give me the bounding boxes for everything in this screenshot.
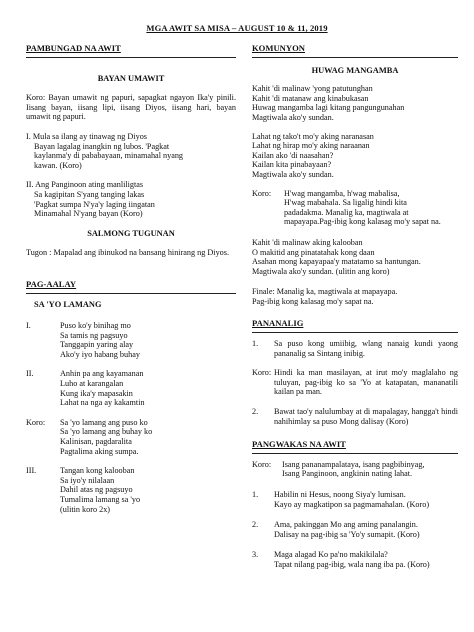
verse-line: Tanggapin yaring alay bbox=[60, 340, 134, 350]
verse-line: O makitid ang pinatatahak kong daan bbox=[252, 247, 375, 257]
item-label: 2. bbox=[252, 407, 259, 417]
item-text: Bawat tao'y nalulumbay at di mapalagay, hangga't hindi nahihimlay sa puso Mong dalisay (Koro) bbox=[274, 407, 458, 426]
faith-item-2 bbox=[252, 407, 458, 426]
verse-line: Pag-ibig kong kalasag mo'y sapat na. bbox=[252, 296, 374, 306]
verse-line: Kahit 'di matanaw ang kinabukasan bbox=[252, 93, 369, 103]
verse-line: Tumalima lamang sa 'yo bbox=[60, 495, 141, 504]
verse-line: 'Pagkat sumpa N'ya'y laging iingatan bbox=[34, 199, 155, 209]
verse-line: Anhin pa ang kayamanan bbox=[60, 369, 144, 379]
faith-section bbox=[252, 319, 458, 426]
communion-section bbox=[252, 44, 458, 306]
verse-line: Puso ko'y binihag mo bbox=[60, 321, 131, 331]
offertory-verse-1 bbox=[26, 321, 236, 359]
verse-line: Kalinisan, pagdaralita bbox=[60, 437, 132, 447]
verse-label: I. bbox=[26, 321, 31, 331]
item-label: 3. bbox=[252, 550, 259, 560]
faith-koro bbox=[252, 368, 458, 397]
recessional-item-1 bbox=[252, 490, 458, 509]
item-label: Koro: bbox=[252, 368, 272, 378]
communion-finale bbox=[252, 287, 458, 306]
recessional-section bbox=[252, 440, 458, 569]
item-label: 1. bbox=[252, 490, 259, 499]
recessional-item-2 bbox=[252, 520, 458, 539]
offertory-verse-2 bbox=[26, 369, 236, 407]
offertory-koro bbox=[26, 418, 236, 456]
psalm-section bbox=[26, 229, 236, 258]
entrance-section bbox=[26, 44, 236, 219]
recessional-heading: PANGWAKAS NA AWIT bbox=[252, 439, 346, 450]
verse-line: Kahit 'di malinaw aking kalooban bbox=[252, 237, 363, 247]
koro-label: Koro: bbox=[252, 188, 272, 198]
verse-line: Magtiwala ako'y sundan. (ulitin ang koro) bbox=[252, 266, 390, 276]
entrance-koro: Koro: Bayan umawit ng papuri, sapagkat ngayon Ika'y pinili. Iisang bayan, iisang lipi, iisang Diyos, iisang hari, bayan umawit ng papuri. bbox=[26, 93, 236, 122]
verse-line: Sa 'yo lamang ang buhay ko bbox=[60, 427, 153, 437]
entrance-heading: PAMBUNGAD NA AWIT bbox=[26, 43, 121, 53]
communion-stanza-1 bbox=[252, 84, 458, 122]
verse-line: kaylanma'y di pababayaan, minamahal nyang bbox=[34, 151, 184, 161]
verse-line: Dahil atas ng pagsuyo bbox=[60, 485, 133, 495]
item-label: 2. bbox=[252, 520, 259, 530]
entrance-verse1-head: I. Mula sa ilang ay tinawag ng Diyos bbox=[26, 131, 147, 141]
verse-line: Dalisay na pag-ibig sa 'Yo'y sumapit. (Koro) bbox=[274, 529, 420, 539]
psalm-title: SALMONG TUGUNAN bbox=[87, 228, 175, 238]
verse-line: Minamahal N'yang bayan (Koro) bbox=[34, 209, 143, 219]
verse-line: mapayapa.Pag-ibig kong kalasag mo'y sapat na. bbox=[284, 217, 441, 227]
section-divider bbox=[26, 57, 236, 58]
right-column bbox=[252, 44, 458, 570]
offertory-heading: PAG-AALAY bbox=[26, 278, 77, 289]
communion-heading: KOMUNYON bbox=[252, 43, 305, 53]
page-title: MGA AWIT SA MISA – AUGUST 10 & 11, 2019 bbox=[146, 23, 328, 33]
section-divider bbox=[26, 293, 236, 294]
verse-label: Koro: bbox=[26, 417, 46, 427]
verse-line: Tapat nilang pag-ibig, wala nang iba pa. (Koro) bbox=[274, 559, 430, 569]
verse-line: Kahit 'di malinaw 'yong patutunghan bbox=[252, 84, 373, 94]
communion-song-title: HUWAG MANGAMBA bbox=[311, 65, 399, 75]
verse-line: Habilin ni Hesus, noong Siya'y lumisan. bbox=[274, 490, 406, 499]
entrance-song-title: BAYAN UMAWIT bbox=[97, 73, 165, 83]
verse-line: Tangan kong kalooban bbox=[60, 466, 135, 476]
verse-line: Maga alagad Ko pa'no makikilala? bbox=[274, 550, 388, 560]
verse-line: Sa iyo'y nilalaan bbox=[60, 475, 115, 485]
offertory-section bbox=[26, 280, 236, 514]
offertory-verse-3 bbox=[26, 466, 236, 514]
entrance-verse1 bbox=[26, 142, 236, 171]
verse-line: Kayo ay magkatipon sa pagmamahalan. (Koro) bbox=[274, 499, 430, 509]
verse-line: (ulitin koro 2x) bbox=[60, 504, 111, 514]
verse-line: padadakma. Manalig ka, magtiwala at bbox=[284, 207, 409, 217]
section-divider bbox=[252, 57, 458, 58]
verse-line: Lahat na nga ay kakamtin bbox=[60, 398, 145, 408]
offertory-song-title: SA 'YO LAMANG bbox=[34, 299, 102, 309]
verse-line: Isang Panginoon, angkinin nating lahat. bbox=[282, 469, 413, 479]
faith-heading: PANANALIG bbox=[252, 318, 304, 329]
recessional-item-3 bbox=[252, 550, 458, 569]
communion-koro bbox=[252, 189, 458, 227]
verse-line: Lahat ng hirap mo'y aking naraanan bbox=[252, 141, 370, 151]
verse-line: Magtiwala ako'y sundan. bbox=[252, 112, 334, 122]
recessional-koro bbox=[252, 460, 458, 479]
item-label: 1. bbox=[252, 339, 259, 349]
verse-line: Pagtalima aking sumpa. bbox=[60, 446, 139, 456]
verse-line: Ama, pakinggan Mo ang aming panalangin. bbox=[274, 520, 418, 530]
verse-line: Lahat ng tako't mo'y aking naranasan bbox=[252, 131, 374, 141]
verse-line: Luho at karangalan bbox=[60, 379, 124, 389]
koro-label: Koro: bbox=[252, 459, 272, 469]
verse-line: Sa tamis ng pagsuyo bbox=[60, 330, 128, 340]
verse-line: Asahan mong kapayapaa'y matatamo sa hantungan. bbox=[252, 257, 421, 267]
faith-item-1 bbox=[252, 339, 458, 358]
item-text: Sa puso kong umiibig, wlang nanaig kundi yaong pananalig sa Sintang inibig. bbox=[274, 339, 458, 358]
verse-label: III. bbox=[26, 466, 37, 476]
verse-line: Finale: Manalig ka, magtiwala at mapayapa. bbox=[252, 287, 398, 297]
section-divider bbox=[252, 332, 458, 333]
entrance-verse2-head: II. Ang Panginoon ating manliligtas bbox=[26, 180, 144, 190]
communion-stanza-3 bbox=[252, 238, 458, 276]
verse-line: Kailan kita pinabayaan? bbox=[252, 160, 332, 170]
verse-label: II. bbox=[26, 369, 34, 379]
entrance-verse2 bbox=[26, 190, 236, 219]
psalm-response: Tugon : Mapalad ang ibinukod na bansang hinirang ng Diyos. bbox=[26, 248, 229, 258]
verse-line: Huwag mangamba lagi kitang pangungunahan bbox=[252, 103, 405, 113]
verse-line: Bayan lagalag inangkin ng lubos. 'Pagkat bbox=[34, 141, 170, 151]
communion-stanza-2 bbox=[252, 132, 458, 180]
left-column bbox=[26, 44, 236, 514]
verse-line: Isang pananampalataya, isang pagbibinyag, bbox=[282, 459, 425, 469]
verse-line: H'wag mabahala. Sa ligalig hindi kita bbox=[284, 198, 407, 208]
section-divider bbox=[252, 453, 458, 454]
verse-line: Sa 'yo lamang ang puso ko bbox=[60, 417, 148, 427]
verse-line: Kailan ako 'di naasahan? bbox=[252, 150, 334, 160]
item-text: Hindi ka man masilayan, at irut mo'y maglalaho ng tuluyan, pag-ibig ko sa 'Yo at katapatan, mananatili kailan pa man. bbox=[274, 368, 458, 397]
verse-line: Magtiwala ako'y sundan. bbox=[252, 169, 334, 179]
verse-line: Ako'y iyo habang buhay bbox=[60, 349, 140, 359]
verse-line: kawan. (Koro) bbox=[34, 160, 82, 170]
verse-line: Kung ika'y mapasakin bbox=[60, 388, 133, 398]
verse-line: Sa kagipitan S'yang tanging lakas bbox=[34, 189, 145, 199]
verse-line: H'wag mangamba, h'wag mabalisa, bbox=[284, 188, 400, 198]
